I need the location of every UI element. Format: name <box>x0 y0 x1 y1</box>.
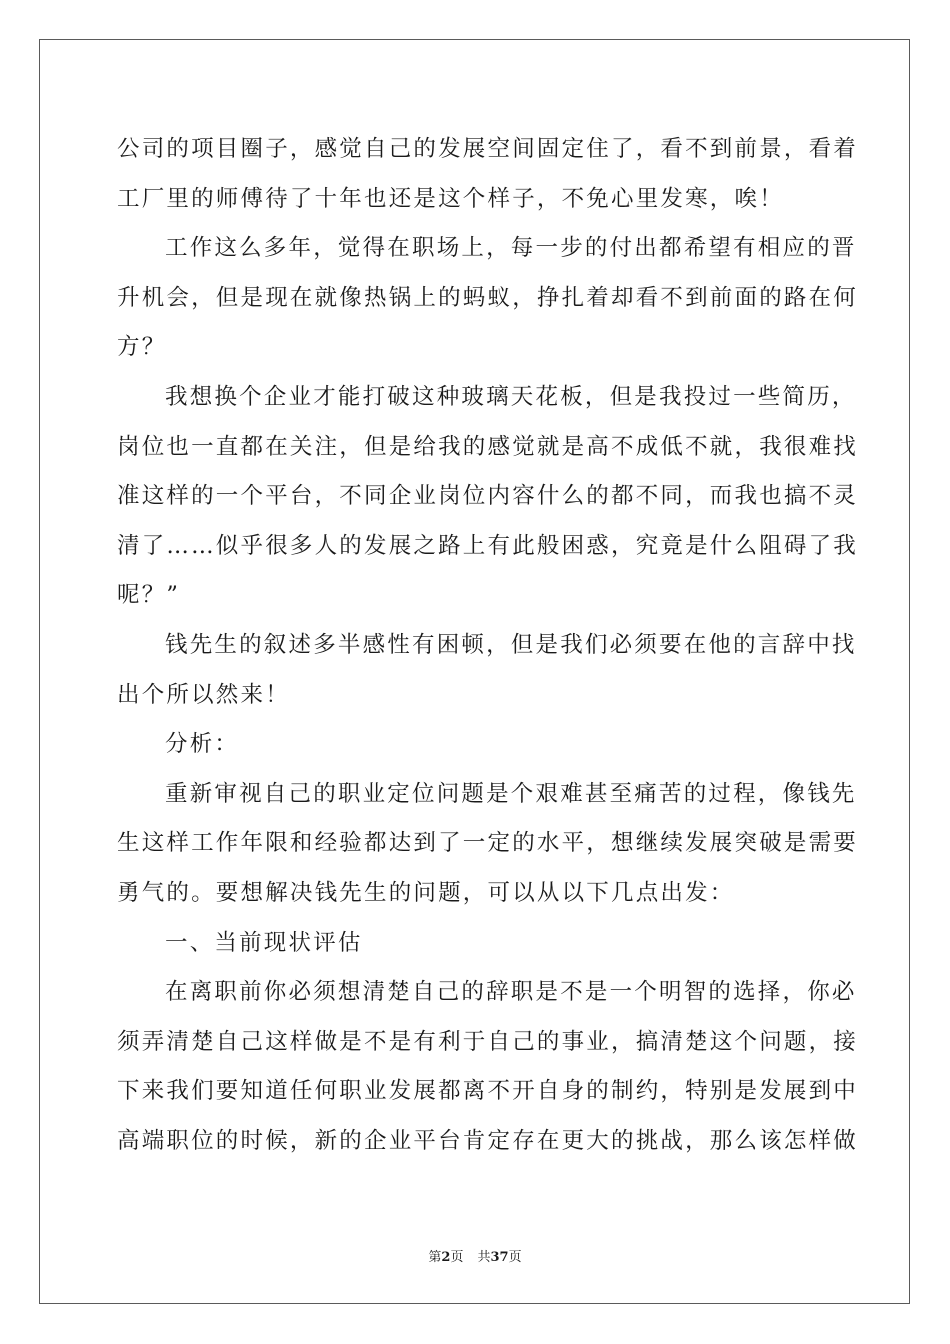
text-line: 重新审视自己的职业定位问题是个艰难甚至痛苦的过程，像钱先 <box>165 780 857 807</box>
text-line: 工厂里的师傅待了十年也还是这个样子，不免心里发寒，唉！ <box>117 185 784 212</box>
text-line: 升机会，但是现在就像热锅上的蚂蚁，挣扎着却看不到前面的路在何 <box>117 284 859 311</box>
total-suffix: 页 <box>508 1250 522 1265</box>
document-body <box>117 125 859 1166</box>
text-line: 须弄清楚自己这样做是不是有利于自己的事业，搞清楚这个问题，接 <box>117 1028 859 1055</box>
text-line: 方？ <box>117 334 167 361</box>
text-line: 岗位也一直都在关注，但是给我的感觉就是高不成低不就，我很难找 <box>117 433 859 460</box>
section-heading: 一、当前现状评估 <box>165 929 363 956</box>
page-footer <box>0 1250 950 1266</box>
text-line: 钱先生的叙述多半感性有困顿，但是我们必须要在他的言辞中找 <box>165 631 857 658</box>
text-line: 清了……似乎很多人的发展之路上有此般困惑，究竟是什么阻碍了我 <box>117 532 859 559</box>
total-pages: 37 <box>490 1250 509 1265</box>
text-line: 公司的项目圈子，感觉自己的发展空间固定住了，看不到前景，看着 <box>117 136 859 162</box>
text-line: 高端职位的时候，新的企业平台肯定存在更大的挑战，那么该怎样做 <box>117 1127 859 1154</box>
text-line: 下来我们要知道任何职业发展都离不开自身的制约，特别是发展到中 <box>117 1078 859 1105</box>
total-prefix: 共 <box>477 1250 491 1265</box>
text-line: 出个所以然来！ <box>117 681 290 708</box>
text-line: 准这样的一个平台，不同企业岗位内容什么的都不同，而我也搞不灵 <box>117 483 859 510</box>
text-line: 工作这么多年，觉得在职场上，每一步的付出都希望有相应的晋 <box>165 235 857 262</box>
text-line: 生这样工作年限和经验都达到了一定的水平，想继续发展突破是需要 <box>117 830 859 857</box>
section-heading: 分析： <box>165 731 240 758</box>
page-suffix: 页 <box>450 1250 464 1265</box>
text-line: 我想换个企业才能打破这种玻璃天花板，但是我投过一些简历， <box>165 383 857 410</box>
page-number: 2 <box>441 1250 451 1265</box>
page-prefix: 第 <box>428 1250 442 1265</box>
text-line: 呢？” <box>117 582 181 609</box>
text-line: 在离职前你必须想清楚自己的辞职是不是一个明智的选择，你必 <box>165 979 857 1006</box>
text-line: 勇气的。要想解决钱先生的问题，可以从以下几点出发： <box>117 879 735 906</box>
